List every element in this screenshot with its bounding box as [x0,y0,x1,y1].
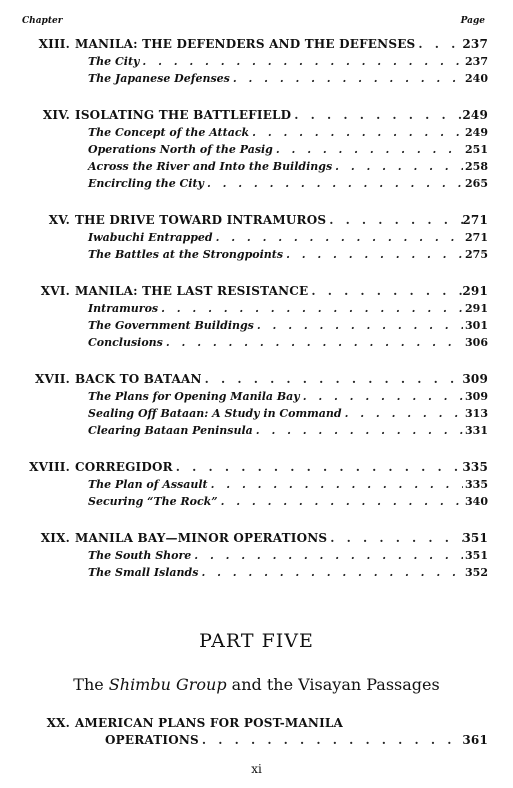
dot-leader [161,300,463,317]
dot-leader [205,371,463,388]
section-title: The Plans for Opening Manila Bay [88,390,300,403]
section-page: 271 [465,231,488,244]
chapter-entry [0,107,513,192]
dot-leader [335,158,463,175]
section-page: 309 [465,390,488,403]
section-row [0,124,513,141]
section-page: 275 [465,248,488,261]
chapter-entry [0,283,513,351]
section-page: 306 [465,336,488,349]
section-row [0,246,513,263]
part-subtitle [0,675,513,694]
section-title: The Small Islands [88,566,199,579]
part-subtitle-suffix: and the Visayan Passages [226,675,440,694]
dot-leader [207,175,463,192]
part-subtitle-prefix: The [73,675,109,694]
chapter-row [0,283,513,300]
chapter-number: XVIII. [29,460,70,474]
section-row [0,422,513,439]
dot-leader [194,547,463,564]
section-title: Operations North of the Pasig [88,143,273,156]
part-heading: PART FIVE [199,630,314,652]
section-title: The Japanese Defenses [88,72,230,85]
dot-leader [256,422,463,439]
page-folio: xi [251,762,262,776]
section-title: The Government Buildings [88,319,254,332]
chapter-column-header: Chapter [22,16,63,26]
chapter-title: THE DRIVE TOWARD INTRAMUROS [75,213,327,227]
chapter-row [0,715,513,732]
section-row [0,141,513,158]
part-subtitle-italic: Shimbu Group [108,675,227,694]
dot-leader [345,405,463,422]
chapter-number: XIX. [40,531,70,545]
chapter-row-continued [0,732,513,749]
section-page: 301 [465,319,488,332]
section-row [0,405,513,422]
section-title: Sealing Off Bataan: A Study in Command [88,407,342,420]
section-title: The South Shore [88,549,192,562]
dot-leader [330,530,463,547]
section-title: The Plan of Assault [88,478,208,491]
chapter-page: 291 [462,284,488,298]
section-row [0,493,513,510]
section-title: Iwabuchi Entrapped [88,231,213,244]
chapter-number: XVII. [34,372,70,386]
chapter-entry-xx [0,715,513,749]
section-page: 265 [465,177,488,190]
chapter-row [0,36,513,53]
chapter-page: 237 [462,37,488,51]
dot-leader [311,283,463,300]
dot-leader [202,732,463,749]
section-page: 258 [465,160,488,173]
dot-leader [257,317,463,334]
section-page: 331 [465,424,488,437]
chapter-entry [0,36,513,87]
chapter-entry [0,459,513,510]
section-row [0,229,513,246]
section-page: 313 [465,407,488,420]
chapter-title: MANILA: THE DEFENDERS AND THE DEFENSES [75,37,416,51]
chapter-entry [0,212,513,263]
section-title: The Concept of the Attack [88,126,250,139]
section-title: Intramuros [88,302,159,315]
chapter-number: XIII. [38,37,70,51]
dot-leader [276,141,463,158]
chapter-entry [0,530,513,581]
section-row [0,334,513,351]
section-row [0,53,513,70]
section-title: Securing “The Rock” [88,495,218,508]
dot-leader [252,124,463,141]
section-page: 340 [465,495,488,508]
chapter-row [0,371,513,388]
dot-leader [418,36,463,53]
chapter-page: 351 [462,531,488,545]
section-row [0,476,513,493]
section-title: The City [88,55,140,68]
dot-leader [216,229,463,246]
chapter-title: CORREGIDOR [75,460,173,474]
dot-leader [166,334,463,351]
section-page: 291 [465,302,488,315]
chapter-title: ISOLATING THE BATTLEFIELD [75,108,292,122]
chapter-page: 249 [462,108,488,122]
dot-leader [201,564,463,581]
section-page: 249 [465,126,488,139]
chapter-number: XX. [46,716,70,730]
section-row [0,317,513,334]
section-page: 240 [465,72,488,85]
dot-leader [294,107,463,124]
chapter-page: 361 [462,733,488,747]
section-row [0,158,513,175]
section-title: The Battles at the Strongpoints [88,248,284,261]
section-title: Clearing Bataan Peninsula [88,424,253,437]
chapter-row [0,530,513,547]
chapter-page: 271 [462,213,488,227]
section-page: 352 [465,566,488,579]
chapter-number: XIV. [42,108,70,122]
chapter-title: MANILA: THE LAST RESISTANCE [75,284,309,298]
section-title: Conclusions [88,336,163,349]
chapter-title-line2: OPERATIONS [105,733,199,747]
section-page: 351 [465,549,488,562]
chapter-title-line1: AMERICAN PLANS FOR POST-MANILA [75,716,344,730]
dot-leader [329,212,463,229]
dot-leader [303,388,463,405]
section-row [0,175,513,192]
dot-leader [142,53,463,70]
chapter-page: 335 [462,460,488,474]
dot-leader [176,459,463,476]
section-row [0,564,513,581]
dot-leader [286,246,463,263]
page-column-header: Page [460,16,485,26]
dot-leader [233,70,463,87]
chapter-title: MANILA BAY—MINOR OPERATIONS [75,531,328,545]
chapter-number: XVI. [40,284,70,298]
section-title: Encircling the City [88,177,204,190]
section-row [0,70,513,87]
section-row [0,300,513,317]
chapter-number: XV. [48,213,70,227]
section-page: 335 [465,478,488,491]
dot-leader [211,476,463,493]
chapter-entry [0,371,513,439]
chapter-row [0,459,513,476]
section-page: 251 [465,143,488,156]
chapter-row [0,107,513,124]
dot-leader [221,493,463,510]
section-title: Across the River and Into the Buildings [88,160,333,173]
chapter-title: BACK TO BATAAN [75,372,202,386]
section-row [0,388,513,405]
table-of-contents [0,36,513,601]
chapter-page: 309 [462,372,488,386]
section-row [0,547,513,564]
section-page: 237 [465,55,488,68]
chapter-row [0,212,513,229]
